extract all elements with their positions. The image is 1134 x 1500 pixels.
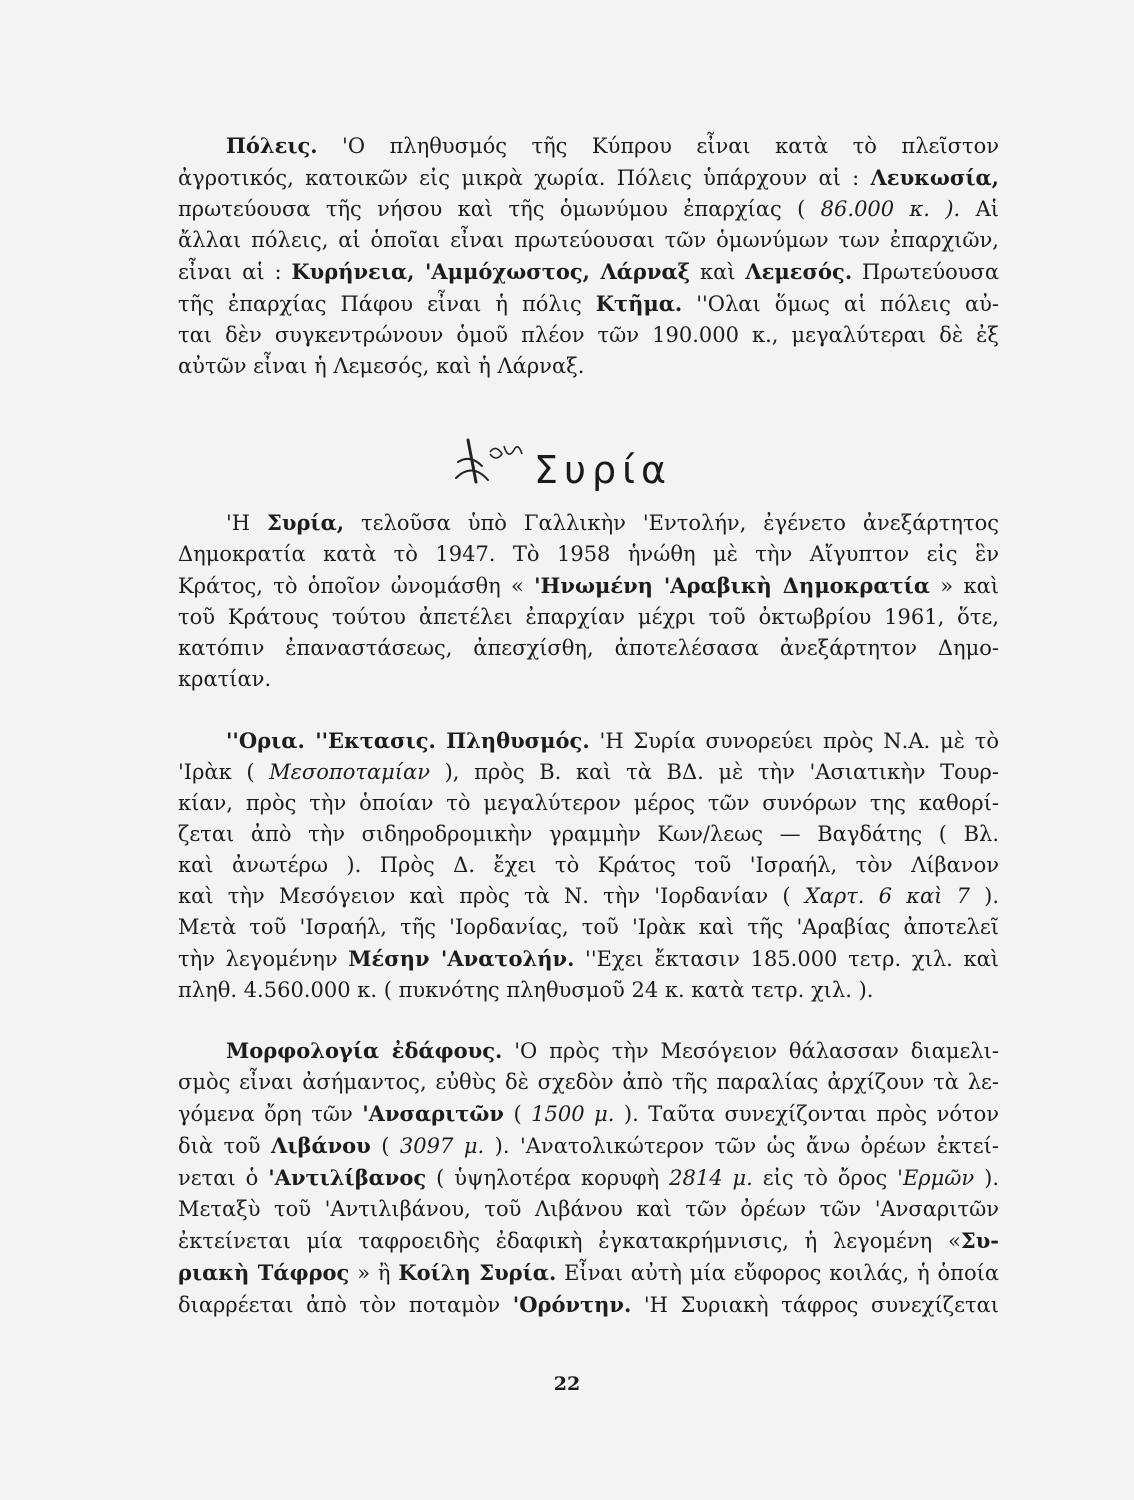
- bold-term: 'Ηνωμένη 'Αραβικὴ Δημοκρατία: [534, 573, 931, 598]
- text-run: ( ὑψηλοτέρα κορυφὴ: [426, 1166, 670, 1190]
- text-line: [178, 602, 999, 633]
- italic-term: Χαρτ. 6 καὶ 7: [804, 884, 970, 908]
- text-run: 'Η Συριακὴ τάφρος συνεχίζεται: [631, 1293, 999, 1317]
- text-run: (: [503, 1102, 532, 1126]
- italic-term: 86.000 κ. ).: [820, 197, 961, 221]
- text-line: [178, 1035, 999, 1067]
- text-line: [178, 881, 999, 912]
- text-run: ). Ταῦτα συνεχίζονται πρὸς νότον: [614, 1102, 999, 1126]
- text-line: [178, 633, 999, 664]
- text-line: [178, 1289, 999, 1321]
- text-run: κατόπιν ἐπαναστάσεως, ἀπεσχίσθη, ἀποτελέσασα ἀνεξάρτητον Δημο-: [178, 636, 999, 660]
- text-line: [178, 975, 999, 1006]
- text-line: [178, 725, 999, 757]
- bold-term: Κυρήνεια, 'Αμμόχωστος, Λάρναξ: [291, 259, 691, 284]
- text-run: » καὶ: [930, 574, 999, 598]
- page-number: 22: [553, 1373, 581, 1395]
- bold-term: 'Ορόντην.: [512, 1292, 632, 1317]
- text-run: ).: [974, 1166, 999, 1190]
- text-line: [178, 288, 999, 320]
- text-line: [178, 1225, 999, 1257]
- text-line: [178, 256, 999, 288]
- text-run: αὐτῶν εἶναι ἡ Λεμεσός, καὶ ἡ Λάρναξ.: [178, 354, 585, 378]
- text-line: [178, 570, 999, 602]
- handwritten-annotation-icon: [448, 432, 528, 492]
- text-run: καὶ ἀνωτέρω ). Πρὸς Δ. ἔχει τὸ Κράτος τοῦ 'Ισραήλ, τὸν Λίβανον: [178, 853, 999, 877]
- italic-term: 3097 μ.: [399, 1134, 485, 1158]
- text-run: τελοῦσα ὑπὸ Γαλλικὴν 'Εντολήν, ἐγένετο ἀνεξάρτητος: [344, 511, 1000, 535]
- italic-term: 1500 μ.: [531, 1102, 615, 1126]
- text-line: [178, 1098, 999, 1130]
- italic-term: 2814 μ.: [669, 1166, 753, 1190]
- text-run: καὶ: [690, 260, 746, 284]
- text-line: [178, 162, 999, 194]
- text-line: [178, 320, 999, 351]
- text-run: Μετὰ τοῦ 'Ισραήλ, τῆς 'Ιορδανίας, τοῦ 'Ιρὰκ καὶ τῆς 'Αραβίας ἀποτελεῖ: [178, 915, 999, 939]
- text-run: ''Εχει ἔκτασιν 185.000 τετρ. χιλ. καὶ: [574, 947, 999, 971]
- paragraph-syria-borders: [178, 725, 999, 1006]
- text-line: [178, 1194, 999, 1225]
- bold-term: 'Ανσαριτῶν: [362, 1101, 504, 1126]
- text-run: πρωτεύουσα τῆς νήσου καὶ τῆς ὁμωνύμου ἐπαρχίας (: [178, 197, 821, 221]
- text-line: [178, 1162, 999, 1194]
- text-run: » ἢ: [349, 1261, 399, 1285]
- text-run: γόμενα ὄρη τῶν: [178, 1102, 363, 1126]
- italic-term: 'Ερμῶν: [897, 1166, 975, 1190]
- text-run: τὴν λεγομένην: [178, 947, 349, 971]
- bold-term: Λευκωσία,: [870, 165, 999, 190]
- text-run: Δημοκρατία κατὰ τὸ 1947. Τὸ 1958 ἡνώθη μὲ τὴν Αἴγυπτον εἰς ἓν: [178, 542, 999, 566]
- text-run: 'Η Συρία συνορεύει πρὸς Ν.Α. μὲ τὸ: [589, 729, 999, 753]
- bold-term: Κοίλη Συρία.: [398, 1260, 557, 1285]
- paragraph-cyprus-cities: [178, 130, 999, 382]
- text-run: ἄλλαι πόλεις, αἱ ὁποῖαι εἶναι πρωτεύουσαι τῶν ὁμωνύμων των ἐπαρχιῶν,: [178, 228, 999, 252]
- text-run: ἀγροτικός, κατοικῶν εἰς μικρὰ χωρία. Πόλεις ὑπάρχουν αἱ :: [178, 166, 871, 190]
- text-run: 'Η: [226, 511, 268, 535]
- italic-term: Μεσοποταμίαν: [269, 760, 430, 784]
- bold-term: Λεμεσός.: [745, 259, 853, 284]
- text-run: 'Ο πρὸς τὴν Μεσόγειον θάλασσαν διαμελι-: [502, 1039, 1000, 1063]
- text-run: διαρρέεται ἀπὸ τὸν ποταμὸν: [178, 1293, 513, 1317]
- section-title: Συρία: [534, 448, 673, 492]
- paragraph-syria-relief: [178, 1035, 999, 1321]
- text-run: 'Ο πληθυσμός τῆς Κύπρου εἶναι κατὰ τὸ πλεῖστον: [317, 134, 999, 158]
- text-line: [178, 943, 999, 975]
- bold-term: ριακὴ Τάφρος: [178, 1260, 350, 1285]
- text-line: [178, 819, 999, 850]
- paragraph-syria-intro: [178, 507, 999, 695]
- text-line: [178, 664, 999, 695]
- bold-term: ''Ορια. ''Εκτασις. Πληθυσμός.: [226, 728, 590, 753]
- bold-term: Μορφολογία ἐδάφους.: [226, 1038, 503, 1063]
- bold-term: 'Αντιλίβανος: [268, 1165, 427, 1190]
- text-run: ), πρὸς Β. καὶ τὰ ΒΔ. μὲ τὴν 'Ασιατικὴν Τουρ-: [429, 760, 999, 784]
- text-line: [178, 130, 999, 162]
- text-line: [178, 788, 999, 819]
- text-run: διὰ τοῦ: [178, 1134, 272, 1158]
- text-line: [178, 850, 999, 881]
- text-run: νεται ὁ: [178, 1166, 269, 1190]
- text-run: κίαν, πρὸς τὴν ὁποίαν τὸ μεγαλύτερον μέρος τῶν συνόρων της καθορί-: [178, 791, 999, 815]
- text-line: [178, 507, 999, 539]
- text-run: κρατίαν.: [178, 667, 272, 691]
- text-run: ἐκτείνεται μία ταφροειδὴς ἐδαφικὴ ἐγκατακρήμνισις, ἡ λεγομένη «: [178, 1229, 961, 1253]
- text-line: [178, 912, 999, 943]
- text-run: (: [370, 1134, 400, 1158]
- bold-term: Συρία,: [267, 510, 345, 535]
- text-line: [178, 757, 999, 788]
- text-line: [178, 194, 999, 225]
- text-run: ται δὲν συγκεντρώνουν ὁμοῦ πλέον τῶν 190.000 κ., μεγαλύτεραι δὲ ἐξ: [178, 323, 999, 347]
- text-line: [178, 1130, 999, 1162]
- bold-term: Πόλεις.: [226, 133, 318, 158]
- text-line: [178, 351, 999, 382]
- text-run: τοῦ Κράτους τούτου ἀπετέλει ἐπαρχίαν μέχρι τοῦ ὀκτωβρίου 1961, ὅτε,: [178, 605, 999, 629]
- text-run: Πρωτεύουσα: [852, 260, 1000, 284]
- text-line: [178, 1067, 999, 1098]
- text-line: [178, 1257, 999, 1289]
- text-line: [178, 225, 999, 256]
- text-run: Κράτος, τὸ ὁποῖον ὠνομάσθη «: [178, 574, 535, 598]
- text-run: ζεται ἀπὸ τὴν σιδηροδρομικὴν γραμμὴν Κων/λεως — Βαγδάτης ( Βλ.: [178, 822, 999, 846]
- bold-term: Μέσην 'Ανατολήν.: [348, 946, 575, 971]
- bold-term: Λιβάνου: [271, 1133, 371, 1158]
- text-run: εἰς τὸ ὄρος: [752, 1166, 898, 1190]
- bold-term: Κτῆμα.: [595, 291, 683, 316]
- text-run: Εἶναι αὐτὴ μία εὔφορος κοιλάς, ἡ ὁποία: [556, 1261, 1000, 1285]
- text-run: Μεταξὺ τοῦ 'Αντιλιβάνου, τοῦ Λιβάνου καὶ τῶν ὀρέων τῶν 'Ανσαριτῶν: [178, 1197, 999, 1221]
- text-run: εἶναι αἱ :: [178, 260, 292, 284]
- text-run: πληθ. 4.560.000 κ. ( πυκνότης πληθυσμοῦ 24 κ. κατὰ τετρ. χιλ. ).: [178, 978, 874, 1002]
- text-run: 'Ιρὰκ (: [178, 760, 270, 784]
- text-run: ).: [969, 884, 999, 908]
- text-run: καὶ τὴν Μεσόγειον καὶ πρὸς τὰ Ν. τὴν 'Ιορδανίαν (: [178, 884, 805, 908]
- text-run: σμὸς εἶναι ἀσήμαντος, εὐθὺς δὲ σχεδὸν ἀπὸ τῆς παραλίας ἀρχίζουν τὰ λε-: [178, 1070, 999, 1094]
- text-run: Αἱ: [960, 197, 999, 221]
- text-run: ). 'Ανατολικώτερον τῶν ὡς ἄνω ὀρέων ἐκτεί-: [484, 1134, 1000, 1158]
- text-run: τῆς ἐπαρχίας Πάφου εἶναι ἡ πόλις: [178, 292, 596, 316]
- bold-term: Συ-: [960, 1228, 999, 1253]
- text-run: ''Ολαι ὅμως αἱ πόλεις αὐ-: [682, 292, 999, 316]
- text-line: [178, 539, 999, 570]
